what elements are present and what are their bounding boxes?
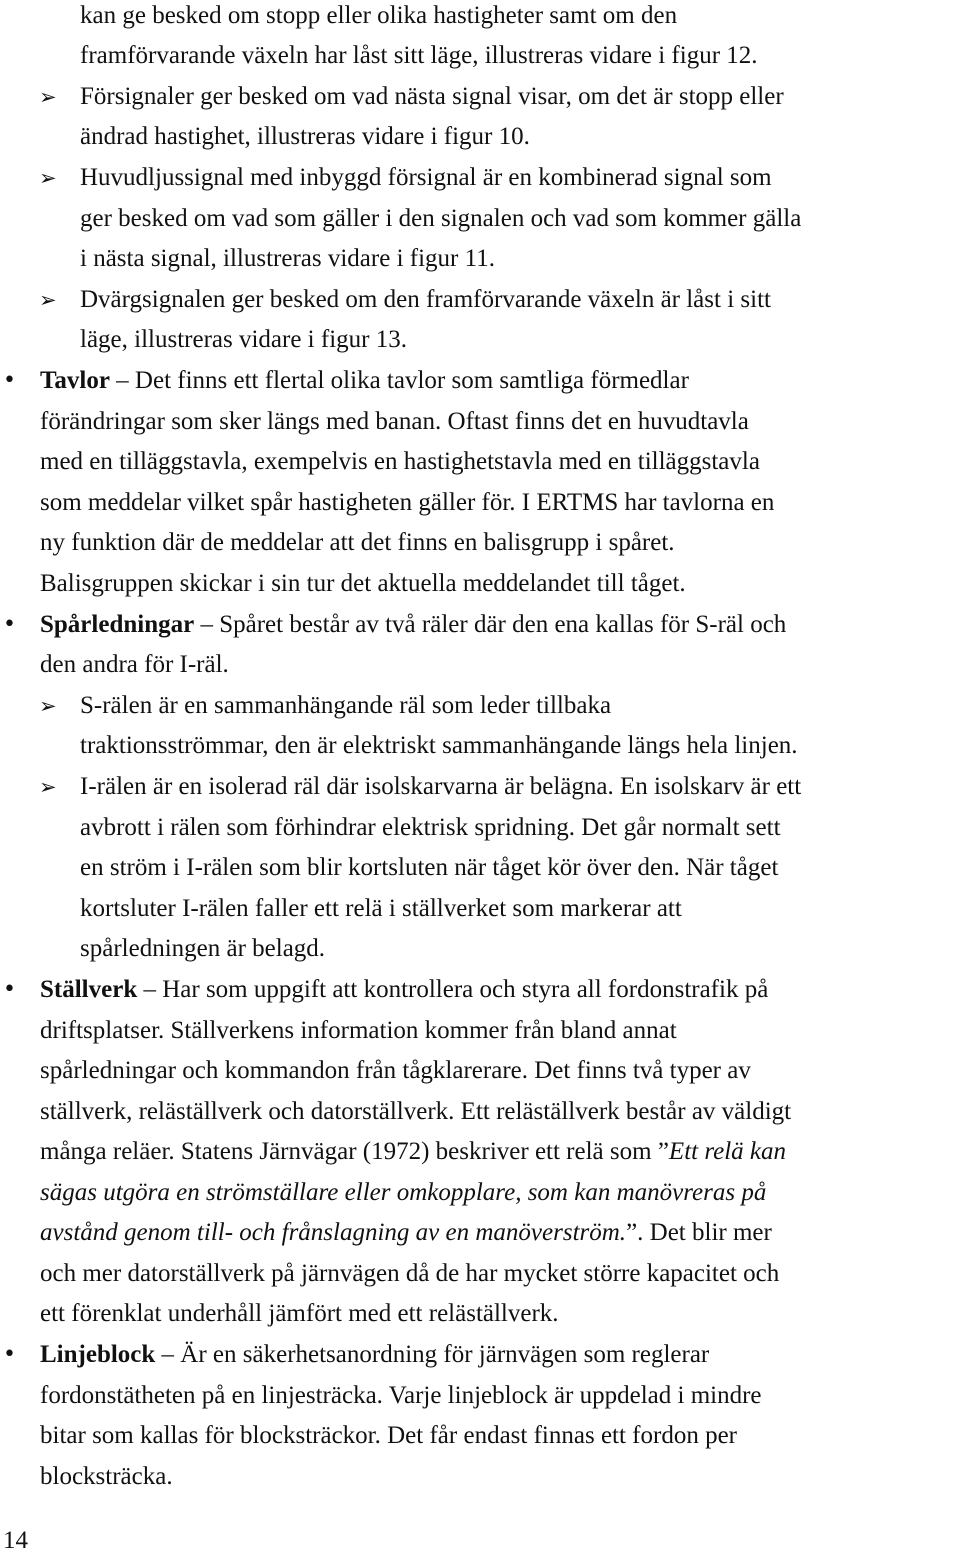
- text-line: driftsplatser. Ställverkens information kommer från bland annat: [40, 1017, 677, 1044]
- text-line: ger besked om vad som gäller i den signalen och vad som kommer gälla: [80, 205, 802, 232]
- text-line: Försignaler ger besked om vad nästa signal visar, om det är stopp eller: [80, 83, 784, 110]
- page-number: 14: [3, 1527, 28, 1554]
- text-line: Balisgruppen skickar i sin tur det aktuella meddelandet till tåget.: [40, 570, 686, 597]
- text-line: den andra för I-räl.: [40, 651, 229, 678]
- term-tavlor: Tavlor: [40, 367, 110, 394]
- text-line: bitar som kallas för blocksträckor. Det får endast finnas ett fordon per: [40, 1422, 737, 1449]
- text-line: fordonstätheten på en linjesträcka. Varje linjeblock är uppdelad i mindre: [40, 1382, 762, 1409]
- term-stallverk: Ställverk: [40, 976, 138, 1003]
- text-line: förändringar som sker längs med banan. Oftast finns det en huvudtavla: [40, 408, 749, 435]
- bullet-icon: •: [3, 368, 16, 393]
- text-line: med en tilläggstavla, exempelvis en hastighetstavla med en tilläggstavla: [40, 448, 760, 475]
- bullet-icon: •: [3, 1342, 16, 1367]
- text-line: [40, 1132, 786, 1173]
- text-line: och mer datorställverk på järnvägen då de har mycket större kapacitet och: [40, 1260, 780, 1287]
- text-line: läge, illustreras vidare i figur 13.: [80, 326, 407, 353]
- quote-text: avstånd genom till- och frånslagning av en manöverström.: [40, 1219, 627, 1246]
- text-line: Huvudljussignal med inbyggd försignal är en kombinerad signal som: [80, 164, 772, 191]
- text-line: blocksträcka.: [40, 1463, 173, 1490]
- text-line: ny funktion där de meddelar att det finns en balisgrupp i spåret.: [40, 529, 675, 556]
- text-line: I-rälen är en isolerad räl där isolskarvarna är belägna. En isolskarv är ett: [80, 773, 802, 800]
- arrow-bullet-icon: ➢: [39, 694, 57, 718]
- text-line: spårledningar och kommandon från tågklarerare. Det finns två typer av: [40, 1057, 751, 1084]
- line-text: – Det finns ett flertal olika tavlor som samtliga förmedlar: [109, 367, 689, 394]
- bullet-icon: •: [3, 977, 16, 1002]
- arrow-bullet-icon: ➢: [39, 288, 57, 312]
- arrow-bullet-icon: ➢: [39, 85, 57, 109]
- arrow-bullet-icon: ➢: [39, 775, 57, 799]
- text-line: ändrad hastighet, illustreras vidare i figur 10.: [80, 123, 530, 150]
- quote-text: sägas utgöra en strömställare eller omkopplare, som kan manövreras på: [40, 1179, 767, 1206]
- text-line: framförvarande växeln har låst sitt läge, illustreras vidare i figur 12.: [80, 42, 758, 69]
- line-text: – Har som uppgift att kontrollera och styra all fordonstrafik på: [137, 976, 769, 1003]
- text-line: avbrott i rälen som förhindrar elektrisk spridning. Det går normalt sett: [80, 814, 781, 841]
- text-line: som meddelar vilket spår hastigheten gäller för. I ERTMS har tavlorna en: [40, 489, 775, 516]
- text-line: [40, 1213, 772, 1254]
- term-linjeblock: Linjeblock: [40, 1341, 156, 1368]
- text-line: Dvärgsignalen ger besked om den framförvarande växeln är låst i sitt: [80, 286, 771, 313]
- text-line: S-rälen är en sammanhängande räl som leder tillbaka: [80, 692, 612, 719]
- line-text: ”. Det blir mer: [626, 1219, 772, 1246]
- text-line: traktionsströmmar, den är elektriskt sammanhängande längs hela linjen.: [80, 732, 798, 759]
- term-sparledningar: Spårledningar: [40, 611, 195, 638]
- text-line: i nästa signal, illustreras vidare i figur 11.: [80, 245, 495, 272]
- arrow-bullet-icon: ➢: [39, 166, 57, 190]
- text-line: en ström i I-rälen som blir kortsluten när tåget kör över den. När tåget: [80, 854, 779, 881]
- line-text: många reläer. Statens Järnvägar (1972) beskriver ett relä som ”: [40, 1138, 669, 1165]
- line-text: – Är en säkerhetsanordning för järnvägen som reglerar: [155, 1341, 710, 1368]
- text-line: kan ge besked om stopp eller olika hastigheter samt om den: [80, 2, 678, 29]
- text-line: [40, 970, 768, 1011]
- text-line: spårledningen är belagd.: [80, 935, 326, 962]
- text-line: ett förenklat underhåll jämfört med ett reläställverk.: [40, 1300, 559, 1327]
- text-line: ställverk, reläställverk och datorställverk. Ett reläställverk består av väldigt: [40, 1098, 792, 1125]
- text-line: [40, 1335, 709, 1376]
- text-line: kortsluter I-rälen faller ett relä i ställverket som markerar att: [80, 895, 682, 922]
- line-text: – Spåret består av två räler där den ena kallas för S-räl och: [194, 611, 787, 638]
- text-line: [40, 1173, 766, 1214]
- text-line: [40, 361, 689, 402]
- quote-text: Ett relä kan: [668, 1138, 787, 1165]
- text-line: [40, 605, 786, 646]
- bullet-icon: •: [3, 612, 16, 637]
